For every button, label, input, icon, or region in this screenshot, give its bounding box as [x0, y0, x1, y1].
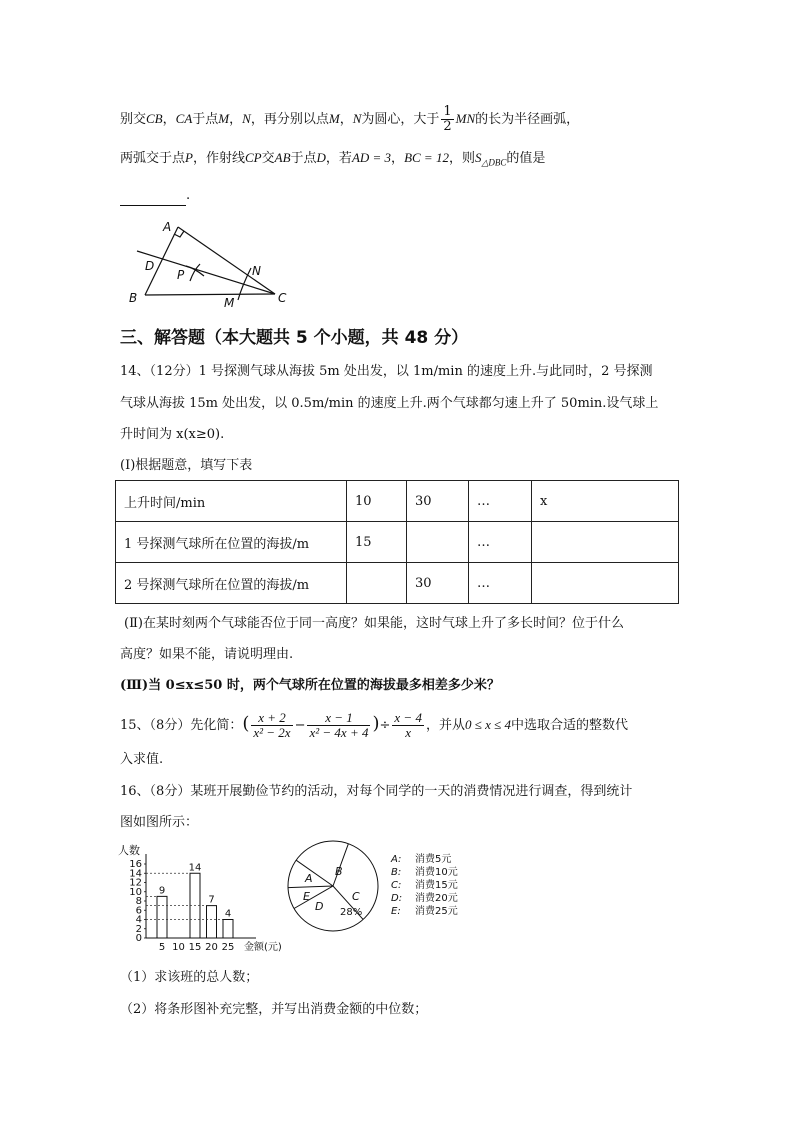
pie-slice-E: E [303, 890, 310, 903]
triangle-figure [120, 218, 295, 310]
label-c: C [278, 291, 287, 305]
pie-slice-A: A [305, 872, 313, 885]
y-axis-label: 人数 [118, 844, 140, 857]
legend-key: D: [391, 893, 403, 904]
table-cell [532, 522, 679, 563]
bar-20 [207, 906, 217, 938]
table-cell [532, 563, 679, 604]
pie-slice-B: B [335, 865, 343, 878]
table-cell: 上升时间/min [116, 481, 347, 522]
pie-slice-C: C [352, 890, 360, 903]
q15-line2: 入求值. [120, 752, 164, 767]
x-tick-label: 20 [205, 942, 218, 953]
legend-label: 消费10元 [415, 867, 458, 878]
pie-percent-label: 28% [340, 907, 363, 918]
x-tick-label: 25 [221, 942, 235, 953]
legend-key: C: [391, 880, 402, 891]
table-cell: … [469, 481, 532, 522]
label-m: M [224, 296, 235, 310]
legend-key: A: [391, 854, 402, 865]
table-cell: 30 [407, 481, 469, 522]
legend-label: 消费20元 [415, 893, 458, 904]
y-tick-label: 12 [129, 877, 142, 889]
answer-blank [120, 191, 186, 206]
q16-line1: 16、（8分）某班开展勤俭节约的活动，对每个同学的一天的消费情况进行调查，得到统计 [120, 784, 633, 799]
bar-5 [157, 896, 167, 938]
table-row [116, 563, 679, 604]
table-cell: 1 号探测气球所在位置的海拔/m [116, 522, 347, 563]
legend-label: 消费25元 [415, 906, 458, 917]
fraction-half: $\frac{1}{2}$ [443, 104, 452, 134]
y-tick-label: 8 [135, 896, 142, 907]
y-tick-label: 4 [135, 914, 142, 926]
q16-question2: （2）将条形图补充完整，并写出消费金额的中位数； [120, 1002, 428, 1017]
table-cell: 30 [407, 563, 469, 604]
y-tick-label: 6 [135, 905, 142, 917]
bar-value-label: 7 [208, 894, 215, 906]
legend-label: 消费5元 [415, 854, 452, 865]
table-cell: … [469, 563, 532, 604]
y-tick-label: 10 [129, 886, 142, 898]
fraction-term3: $\frac{x - 4}{x}$ [394, 710, 422, 740]
table-cell: x [532, 481, 679, 522]
q14-part2-line1: (Ⅱ)在某时刻两个气球能否位于同一高度？如果能，这时气球上升了多长时间？位于什么 [124, 616, 624, 631]
legend-label: 消费15元 [415, 880, 458, 891]
x-axis-label: 金额(元) [244, 942, 282, 953]
bar-value-label: 14 [188, 862, 202, 874]
q13-line1: 别交CB，CA于点M，N，再分别以点M，N为圆心，大于 $\frac{1}{2}$ MN的长为半径画弧， [120, 104, 580, 134]
fraction-term1: $\frac{x + 2}{\text{x² − 2x}}$ [253, 710, 291, 740]
pie-chart [285, 838, 485, 938]
bar-chart [116, 842, 286, 954]
label-a: A [163, 220, 172, 234]
pie-chart-layer [288, 841, 458, 931]
table-cell: 15 [347, 522, 407, 563]
x-tick-label: 5 [158, 942, 166, 953]
table-cell [407, 522, 469, 563]
q14-part3: (Ⅲ)当 0≤x≤50 时，两个气球所在位置的海拔最多相差多少米？ [120, 678, 500, 693]
label-b: B [129, 291, 138, 305]
segment-ac [178, 227, 275, 294]
q13-line2: 两弧交于点P，作射线CP交AB于点D，若AD = 3，BC = 12，则$S_{\triangle DBC}$的值是 [120, 150, 546, 168]
q14-table [115, 480, 679, 604]
bar-25 [223, 920, 233, 939]
table-row [116, 481, 679, 522]
table-cell: 2 号探测气球所在位置的海拔/m [116, 563, 347, 604]
section-heading: 三、解答题（本大题共 5 个小题，共 48 分） [120, 328, 469, 348]
q14-part2-line2: 高度？如果不能，请说明理由. [120, 647, 294, 662]
table-cell: 10 [347, 481, 407, 522]
y-tick-label: 2 [135, 923, 142, 935]
table-cell: … [469, 522, 532, 563]
fraction-term2: $\frac{x - 1}{\text{x² − 4x + 4}}$ [309, 710, 369, 740]
q14-line2: 气球从海拔 15m 处出发，以 0.5m/min 的速度上升.两个气球都匀速上升了 50min.设气球上 [120, 396, 659, 411]
y-tick-label: 14 [129, 868, 142, 880]
y-tick-label: 16 [129, 859, 142, 870]
bar-chart-layer [118, 843, 282, 953]
x-tick-label: 15 [188, 942, 202, 953]
legend-key: E: [391, 906, 401, 917]
segment-bc [145, 294, 275, 295]
q16-question1: （1）求该班的总人数； [120, 970, 259, 985]
q16-line2: 图如图所示： [120, 815, 199, 830]
pie-slice-D: D [315, 900, 324, 913]
answer-blank-line: . [120, 186, 190, 206]
label-n: N [252, 264, 261, 278]
label-p: P [177, 268, 185, 282]
legend-key: B: [391, 867, 402, 878]
label-d: D [145, 259, 155, 273]
q15-line1: 15、（8分）先化简：( $\frac{x + 2}{\text{x² − 2x}}$ − $\frac{x - 1}{\text{x² − 4x + 4}}$ )÷ $\frac{x - 4}{x}$ ，并从0 ≤ x ≤ 4中选取合适的整数代 [120, 710, 629, 740]
y-tick-label: 0 [135, 933, 142, 944]
q14-line1: 14、（12分）1 号探测气球从海拔 5m 处出发，以 1m/min 的速度上升.与此同时，2 号探测 [120, 364, 653, 379]
q14-line3: 升时间为 x(x≥0). [120, 427, 225, 442]
bar-value-label: 4 [224, 908, 232, 920]
table-cell [347, 563, 407, 604]
x-tick-label: 10 [172, 942, 185, 953]
table-row [116, 522, 679, 563]
bar-value-label: 9 [158, 885, 166, 897]
q14-part1: (Ⅰ)根据题意，填写下表 [120, 458, 253, 473]
